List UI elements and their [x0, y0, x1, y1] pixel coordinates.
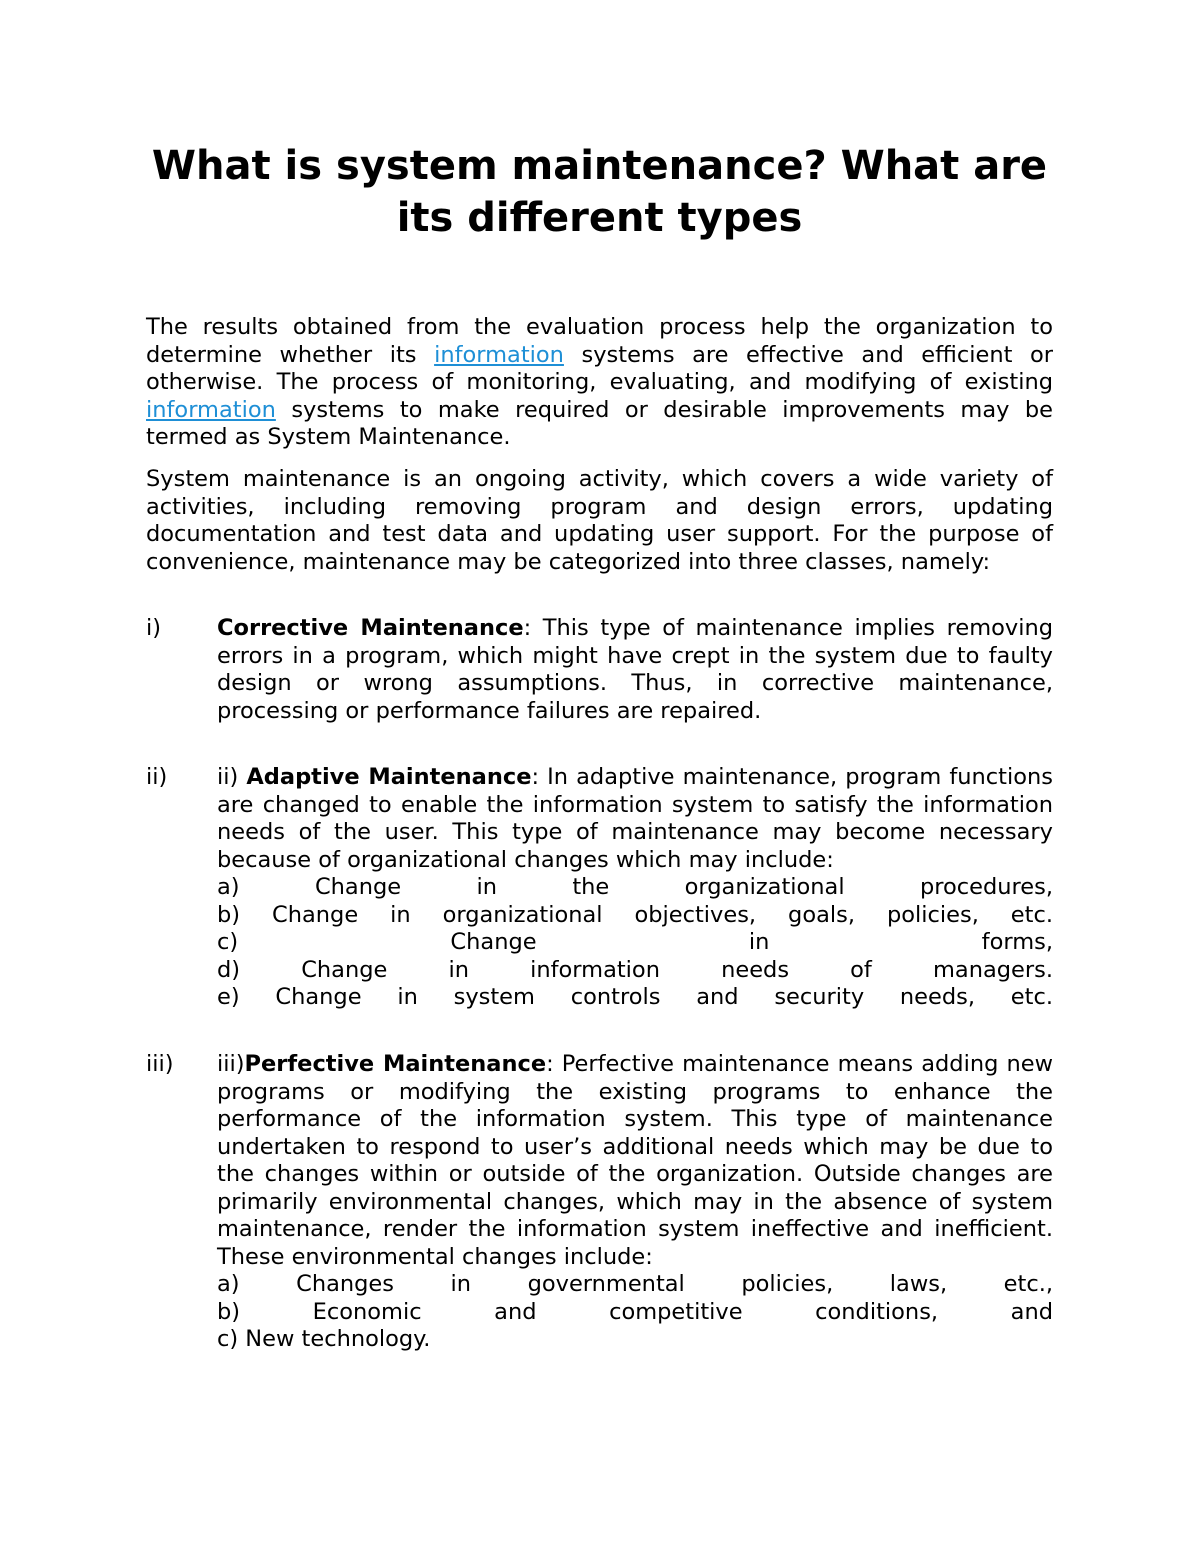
overview-paragraph: System maintenance is an ongoing activity, which covers a wide variety of activities, including removing program and design errors, updating documentation and test data and updating user support. For the purpose of convenience, maintenance may be categorized into three classes, namely: — [146, 466, 1053, 575]
item-paragraph — [217, 764, 1053, 874]
sub-item: c) Change in forms, — [217, 929, 1053, 955]
inline-number: iii) — [217, 1051, 245, 1077]
sub-item: a) Changes in governmental policies, laws, etc., — [217, 1271, 1053, 1297]
page-title: What is system maintenance? What are its different types — [151, 143, 1048, 241]
sub-item: a) Change in the organizational procedures, — [217, 874, 1053, 900]
term-corrective: Corrective Maintenance — [217, 615, 524, 641]
sub-item: b) Change in organizational objectives, goals, policies, etc. — [217, 901, 1053, 928]
sub-item: b) Economic and competitive conditions, and — [217, 1298, 1053, 1325]
list-item-content — [217, 764, 1053, 1012]
term-adaptive: Adaptive Maintenance — [246, 764, 532, 790]
sub-item: d) Change in information needs of managers. — [217, 956, 1053, 983]
sub-item: c) New technology. — [217, 1326, 431, 1352]
item-paragraph — [217, 1051, 1053, 1271]
term-perfective: Perfective Maintenance — [244, 1051, 547, 1077]
list-number: i) — [146, 615, 162, 641]
intro-text-c: systems to make required or desirable improvements may be termed as System Maintenance. — [146, 396, 1053, 450]
list-item-content — [217, 1051, 1053, 1354]
item-description: : In adaptive maintenance, program functions are changed to enable the information system to satisfy the information needs of the user. This type of maintenance may become necessary because of organizational changes which may include: — [217, 764, 1053, 873]
item-description: : Perfective maintenance means adding new programs or modifying the existing programs to enhance the performance of the information system. This type of maintenance undertaken to respond to user’s additional needs which may be due to the changes within or outside of the organization. Outside changes are primarily environmental changes, which may in the absence of system maintenance, render the information system ineffective and inefficient. These environmental changes include: — [217, 1051, 1053, 1270]
item-description: : This type of maintenance implies removing errors in a program, which might have crept in the system due to faulty design or wrong assumptions. Thus, in corrective maintenance, processing or performance failures are repaired. — [217, 615, 1054, 724]
list-item-content — [217, 615, 1053, 725]
intro-text-b: systems are effective and efficient or otherwise. The process of monitoring, evaluating, and modifying of existing — [146, 341, 1054, 395]
list-number: ii) — [146, 764, 168, 790]
sub-item: e) Change in system controls and security needs, etc. — [217, 984, 1053, 1010]
inline-number: ii) — [217, 764, 239, 790]
intro-paragraph — [146, 314, 1053, 452]
information-link[interactable]: information — [146, 396, 276, 423]
list-number: iii) — [146, 1051, 174, 1077]
information-link[interactable]: information — [434, 341, 564, 368]
intro-text-a: The results obtained from the evaluation process help the organization to determine whether its — [146, 314, 1053, 368]
